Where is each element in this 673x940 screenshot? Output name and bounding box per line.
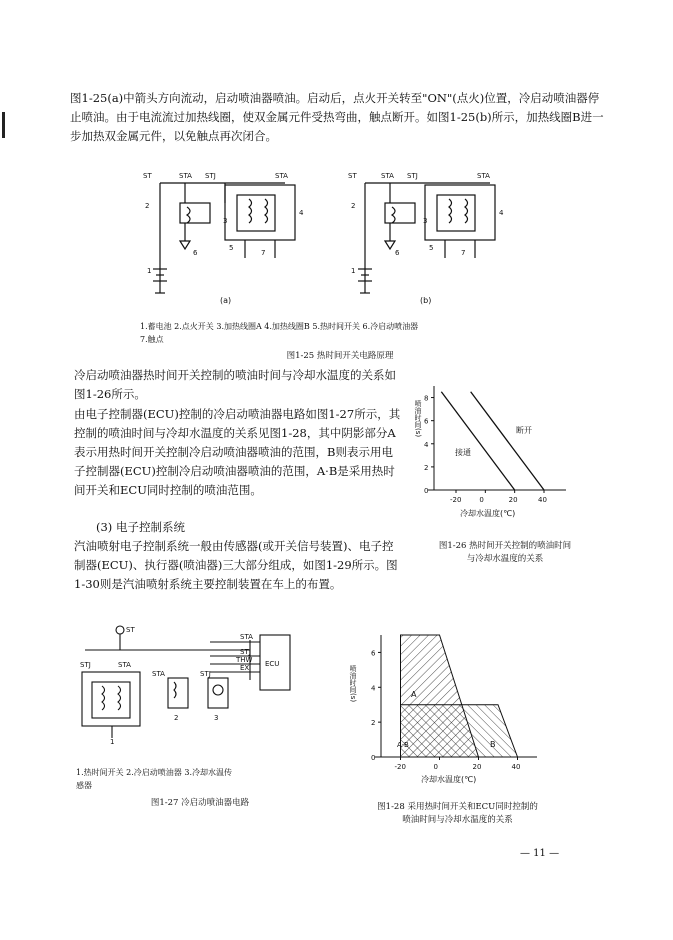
label-1-b: 1 [351, 267, 356, 275]
label-stj-b: STJ [407, 172, 418, 180]
y-tick-label: 6 [424, 417, 429, 426]
y-tick-label: 0 [424, 487, 429, 495]
y-axis-label: 喷油时间(s) [349, 665, 357, 703]
label-st-a: ST [143, 172, 152, 180]
fig28-caption [345, 801, 570, 827]
chart-1-26 [410, 376, 570, 531]
page-number: — 11 — [520, 848, 560, 859]
fig27-label-sta2: STA [152, 670, 165, 678]
x-axis-label: 冷却水温度(℃) [460, 509, 516, 518]
fig27-label-3: 3 [214, 714, 219, 722]
fig27-label-sta3: STA [240, 633, 253, 641]
y-tick-label: 8 [424, 394, 429, 403]
label-7-a: 7 [261, 249, 266, 257]
label-st-b: ST [348, 172, 357, 180]
fig27-label-ecu: ECU [265, 660, 280, 668]
label-5-b: 5 [429, 244, 434, 252]
figure-1-27 [70, 620, 310, 745]
fig27-label-st: ST [126, 626, 135, 634]
series-label-on: 接通 [455, 448, 471, 457]
series-line-1 [441, 392, 514, 490]
fig27-caption: 图1-27 冷启动喷油器电路 [150, 798, 250, 808]
fig25-legend [140, 320, 560, 346]
label-7-b: 7 [461, 249, 466, 257]
fig28-caption-line2: 喷油时间与冷却水温度的关系 [402, 815, 513, 825]
fig27-label-thw: THW [236, 656, 253, 664]
x-tick-label: 20 [508, 496, 518, 504]
y-tick-label: 0 [371, 754, 376, 762]
fig26-caption [410, 540, 600, 566]
figure-1-25 [125, 163, 525, 323]
label-2-b: 2 [351, 202, 356, 210]
label-5-a: 5 [229, 244, 234, 252]
x-tick-label: 20 [472, 763, 482, 771]
fig28-caption-line1: 图1-28 采用热时间开关和ECU同时控制的 [377, 802, 538, 812]
x-tick-label: 40 [511, 763, 521, 771]
series-line-2 [471, 392, 544, 490]
fig25-legend-line2: 7.触点 [140, 335, 164, 344]
chart-1-28 [345, 625, 545, 790]
label-1-a: 1 [147, 267, 152, 275]
fig27-label-ex: EX [240, 664, 250, 672]
region-b [401, 705, 518, 757]
label-3-b: 3 [423, 217, 428, 225]
label-sta2-a: STA [275, 172, 288, 180]
x-tick-label: -20 [394, 763, 406, 771]
section-heading: (3) 电子控制系统 [96, 520, 185, 534]
region-ab-label: A·B [397, 741, 409, 749]
paragraph-2: 冷启动喷油器热时间开关控制的喷油时间与冷却水温度的关系如图1-26所示。 [74, 368, 396, 401]
x-tick-label: 0 [479, 496, 484, 504]
fig27-label-stj3: STJ [240, 648, 251, 656]
x-tick-label: 40 [538, 496, 547, 504]
series-label-off: 断开 [516, 426, 532, 435]
fig27-legend [76, 766, 306, 792]
fig25-legend-line1: 1.蓄电池 2.点火开关 3.加热线圈A 4.加热线圈B 5.热时间开关 6.冷启动喷油器 [140, 322, 419, 331]
label-4-b: 4 [499, 209, 504, 217]
x-axis-label: 冷却水温度(℃) [421, 775, 477, 784]
fig25-b-label: (b) [420, 296, 432, 305]
fig27-legend-line2: 感器 [76, 781, 92, 790]
region-a-label: A [411, 690, 417, 699]
label-3-a: 3 [223, 217, 228, 225]
paragraph-4: 汽油喷射电子控制系统一般由传感器(或开关信号装置)、电子控制器(ECU)、执行器(喷油器)三大部分组成，如图1-29所示。图1-30则是汽油喷射系统主要控制装置在车上的布置。 [74, 539, 398, 591]
y-axis-label: 喷油时间(s) [414, 400, 422, 438]
label-sta2-b: STA [477, 172, 490, 180]
region-b-label: B [490, 740, 496, 749]
label-4-a: 4 [299, 209, 304, 217]
label-stj-a: STJ [205, 172, 216, 180]
x-tick-label: -20 [450, 496, 462, 504]
y-tick-label: 4 [371, 684, 376, 693]
label-sta-b: STA [381, 172, 394, 180]
label-6-a: 6 [193, 249, 198, 257]
fig25-a-label: (a) [220, 296, 232, 305]
fig26-caption-line2: 与冷却水温度的关系 [466, 554, 544, 564]
fig27-label-stj2: STJ [200, 670, 211, 678]
fig27-label-stj: STJ [80, 661, 91, 669]
fig27-label-1: 1 [110, 738, 115, 745]
fig27-legend-line1: 1.热时间开关 2.冷启动喷油器 3.冷却水温传 [76, 768, 232, 777]
y-tick-label: 2 [424, 463, 429, 472]
fig26-caption-line1: 图1-26 热时间开关控制的喷油时间 [438, 541, 572, 551]
paragraph-3: 由电子控制器(ECU)控制的冷启动喷油器电路如图1-27所示，其控制的喷油时间与冷却水温度的关系见图1-28，其中阴影部分A表示用热时间开关控制冷启动喷油器喷油的范围，B则表示用电子控制器(ECU)控制冷启动喷油器喷油的范围，A·B是采用热时间开关和ECU同时控制的喷油范围。 [74, 407, 401, 497]
label-2-a: 2 [145, 202, 150, 210]
y-tick-label: 6 [371, 649, 376, 658]
fig27-label-2: 2 [174, 714, 179, 722]
y-tick-label: 4 [424, 440, 429, 449]
label-6-b: 6 [395, 249, 400, 257]
fig25-caption: 图1-25 热时间开关电路原理 [286, 351, 394, 361]
y-tick-label: 2 [371, 719, 376, 728]
paragraph-1: 图1-25(a)中箭头方向流动，启动喷油器喷油。启动后，点火开关转至"ON"(点火)位置，冷启动喷油器停止喷油。由于电流流过加热线圈，使双金属元件受热弯曲，触点断开。如图1-25(b)所示，加热线圈B进一步加热双金属元件，以免触点再次闭合。 [70, 91, 604, 143]
binding-mark [2, 112, 13, 138]
label-sta-a: STA [179, 172, 192, 180]
fig27-label-sta: STA [118, 661, 131, 669]
x-tick-label: 0 [433, 763, 438, 771]
